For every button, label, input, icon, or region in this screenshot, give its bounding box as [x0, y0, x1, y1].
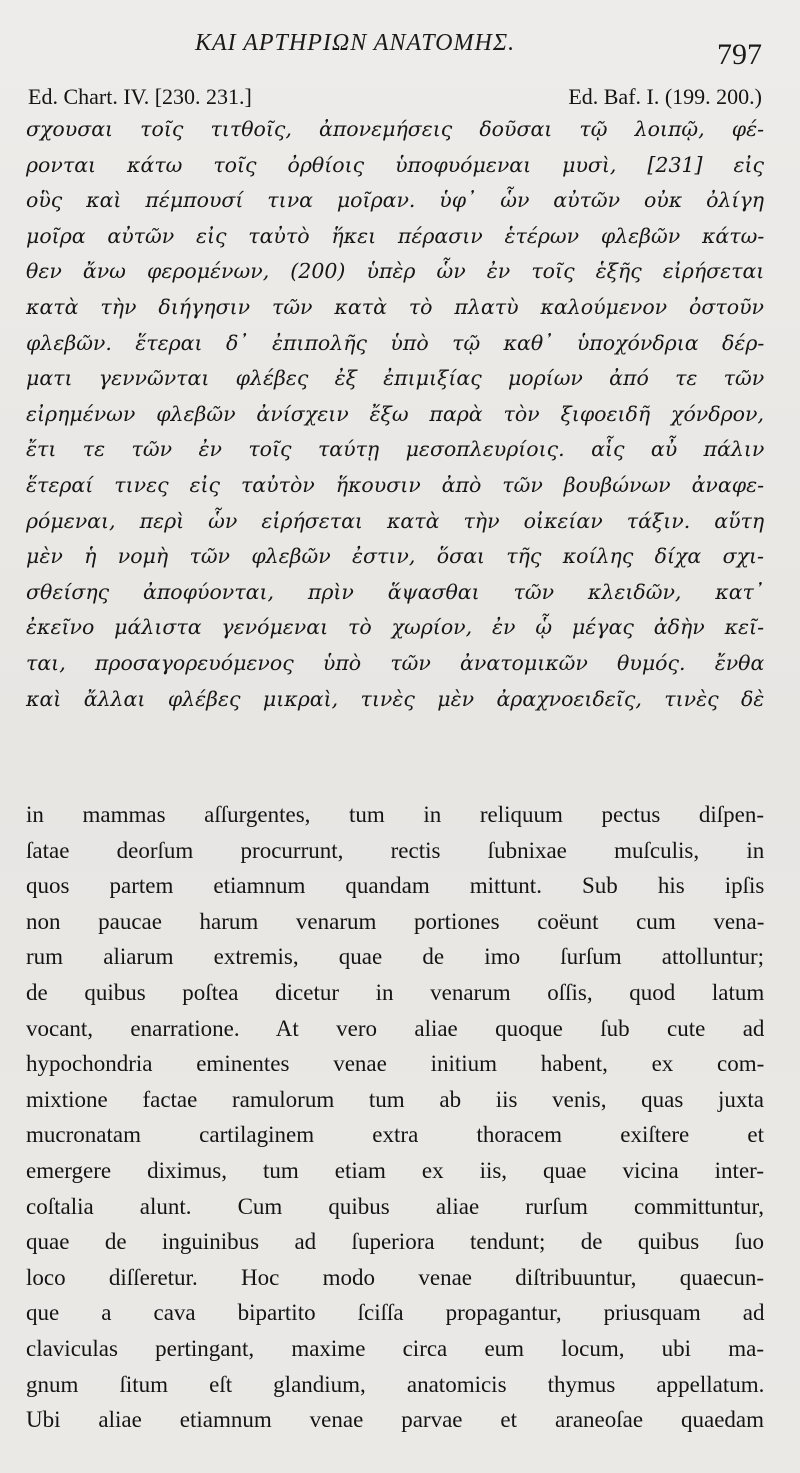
latin-text-line: gnum ſitum eſt glandium, anatomicis thymus appellatum.: [26, 1371, 765, 1397]
greek-text-line: εἰρημένων φλεβῶν ἀνίσχειν ἔξω παρὰ τὸν ξιφοειδῆ χόνδρον,: [26, 401, 764, 426]
greek-text-line: ἔτι τε τῶν ἐν τοῖς ταύτῃ μεσοπλευρίοις. αἷς αὖ πάλιν: [26, 437, 765, 462]
latin-text-line: de quibus poſtea dicetur in venarum oſſis, quod latum: [26, 979, 765, 1005]
latin-text-line: ſatae deorſum procurrunt, rectis ſubnixae muſculis, in: [26, 837, 765, 863]
latin-text-line: non paucae harum venarum portiones coëunt cum vena-: [26, 908, 765, 934]
greek-text-line: καὶ ἄλλαι φλέβες μικραὶ, τινὲς μὲν ἀραχνοειδεῖς, τινὲς δὲ: [26, 686, 765, 711]
latin-text-line: hypochondria eminentes venae initium habent, ex com-: [26, 1051, 765, 1077]
latin-text-line: Ubi aliae etiamnum venae parvae et araneoſae quaedam: [26, 1407, 764, 1433]
greek-text-line: ται, προσαγορευόμενος ὑπὸ τῶν ἀνατομικῶν θυμός. ἔνθα: [26, 650, 765, 675]
greek-text-line: σχουσαι τοῖς τιτθοῖς, ἀπονεμήσεις δοῦσαι τῷ λοιπῷ, φέ-: [26, 117, 765, 141]
greek-text-line: οὓς καὶ πέμπουσί τινα μοῖραν. ὑφ᾿ ὧν αὐτῶν οὐκ ὀλίγη: [26, 188, 764, 213]
latin-text-line: emergere diximus, tum etiam ex iis, quae vicina inter-: [26, 1157, 765, 1183]
latin-text-line: loco diſſeretur. Hoc modo venae diſtribuuntur, quaecun-: [26, 1264, 764, 1290]
edition-reference-chartier: Ed. Chart. IV. [230. 231.]: [28, 84, 252, 109]
greek-text-line: φλεβῶν. ἕτεραι δ᾿ ἐπιπολῆς ὑπὸ τῷ καθ᾿ ὑποχόνδρια δέρ-: [26, 330, 765, 355]
latin-text-line: vocant, enarratione. At vero aliae quoque ſub cute ad: [26, 1015, 765, 1041]
running-head: ΚΑΙ ΑΡΤΗΡΙΩΝ ΑΝΑΤΟΜΗΣ.: [195, 30, 516, 56]
latin-text-line: quos partem etiamnum quandam mittunt. Sub his ipſis: [26, 873, 765, 899]
greek-text-line: ρονται κάτω τοῖς ὀρθίοις ὑποφυόμεναι μυσὶ, [231] εἰς: [26, 152, 764, 177]
latin-text-line: rum aliarum extremis, quae de imo ſurſum attolluntur;: [26, 944, 764, 970]
greek-text-block: [26, 112, 764, 717]
latin-text-line: claviculas pertingant, maxime circa eum locum, ubi ma-: [26, 1335, 764, 1361]
greek-text-line: ρόμεναι, περὶ ὧν εἰρήσεται κατὰ τὴν οἰκείαν τάξιν. αὕτη: [26, 508, 765, 533]
page-number: 797: [717, 38, 762, 71]
latin-text-line: mucronatam cartilaginem extra thoracem exiſtere et: [26, 1122, 764, 1148]
greek-text-line: σθείσης ἀποφύονται, πρὶν ἅψασθαι τῶν κλειδῶν, κατ᾿: [26, 579, 765, 604]
latin-text-line: mixtione factae ramulorum tum ab iis venis, quas juxta: [26, 1086, 764, 1112]
latin-text-line: coſtalia alunt. Cum quibus aliae rurſum committuntur,: [26, 1193, 765, 1219]
greek-text-line: μοῖρα αὐτῶν εἰς ταὐτὸ ἥκει πέρασιν ἑτέρων φλεβῶν κάτω-: [26, 223, 765, 248]
latin-text-line: que a cava bipartito ſciſſa propagantur, priusquam ad: [26, 1300, 765, 1326]
latin-text-line: in mammas aſſurgentes, tum in reliquum pectus diſpen-: [26, 802, 765, 827]
latin-text-block: [26, 797, 764, 1438]
greek-text-line: κατὰ τὴν διήγησιν τῶν κατὰ τὸ πλατὺ καλούμενον ὀστοῦν: [26, 294, 764, 319]
edition-reference-basel: Ed. Baf. I. (199. 200.): [568, 84, 762, 109]
latin-text-line: quae de inguinibus ad ſuperiora tendunt; de quibus ſuo: [26, 1229, 764, 1255]
greek-text-line: ματι γεννῶνται φλέβες ἐξ ἐπιμιξίας μορίων ἀπό τε τῶν: [26, 366, 765, 391]
greek-text-line: μὲν ἡ νομὴ τῶν φλεβῶν ἐστιν, ὅσαι τῆς κοίλης δίχα σχι-: [26, 544, 764, 569]
show-through-text: [40, 760, 780, 786]
greek-text-line: ἐκεῖνο μάλιστα γενόμεναι τὸ χωρίον, ἐν ᾧ μέγας ἀδὴν κεῖ-: [26, 615, 764, 640]
greek-text-line: θεν ἄνω φερομένων, (200) ὑπὲρ ὧν ἐν τοῖς ἑξῆς εἰρήσεται: [26, 259, 765, 284]
greek-text-line: ἕτεραί τινες εἰς ταὐτὸν ἥκουσιν ἀπὸ τῶν βουβώνων ἀναφε-: [26, 472, 764, 497]
